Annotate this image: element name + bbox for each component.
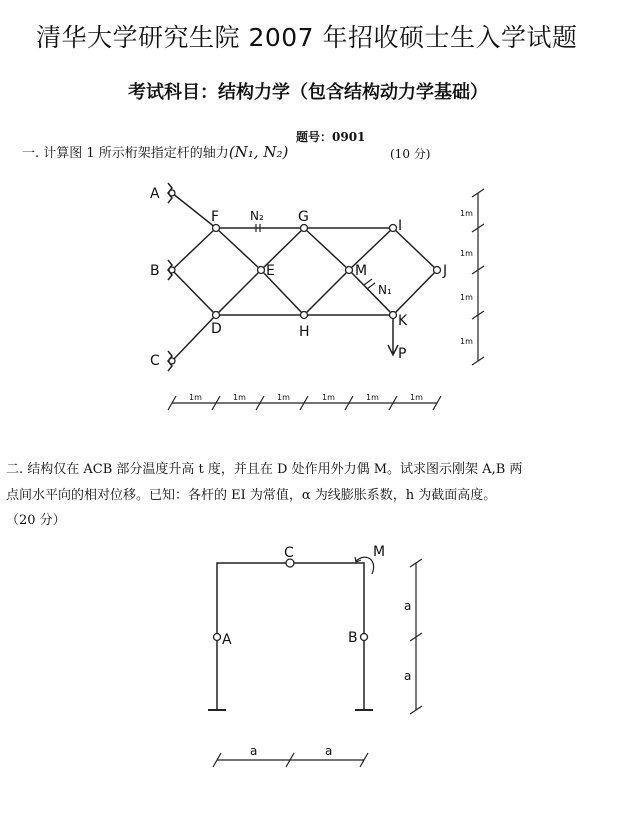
dim-label: a bbox=[404, 599, 412, 613]
truss-diagram bbox=[150, 183, 484, 410]
question-1-points: (10 分) bbox=[390, 147, 431, 161]
question-2-line-2: 点间水平向的相对位移。已知：各杆的 EI 为常值，α 为线膨胀系数，h 为截面高度。 bbox=[6, 488, 497, 503]
node-label-a: A bbox=[150, 186, 160, 202]
node-label-f: F bbox=[211, 209, 220, 225]
node-label-c: C bbox=[150, 353, 160, 369]
node-label-j: J bbox=[443, 263, 448, 279]
frame-label-c: C bbox=[284, 545, 294, 561]
dim-label: a bbox=[404, 669, 412, 683]
frame-diagram bbox=[208, 544, 422, 767]
node-label-m: M bbox=[355, 263, 368, 279]
dim-label: 1m bbox=[460, 249, 473, 258]
dim-label: 1m bbox=[460, 337, 473, 346]
exam-title: 清华大学研究生院 2007 年招收硕士生入学试题 bbox=[36, 23, 578, 52]
question-2-line-1: 二. 结构仅在 ACB 部分温度升高 t 度，并且在 D 处作用外力偶 M。试求图示刚架 A,B 两 bbox=[6, 462, 523, 477]
exam-code: 题号：0901 bbox=[296, 130, 366, 144]
node-label-d: D bbox=[211, 321, 222, 337]
question-1-formula: (N₁, N₂) bbox=[228, 143, 289, 161]
frame-label-b: B bbox=[348, 630, 358, 646]
node-label-e: E bbox=[266, 263, 275, 279]
frame-label-a: A bbox=[222, 632, 232, 648]
question-2-points: （20 分） bbox=[6, 513, 66, 528]
member-label-n2: N₂ bbox=[250, 209, 264, 223]
dim-label: 1m bbox=[233, 393, 246, 402]
exam-subject: 考试科目：结构力学（包含结构动力学基础） bbox=[128, 82, 488, 103]
load-label-p: P bbox=[398, 346, 407, 362]
dim-label: 1m bbox=[410, 393, 423, 402]
dim-label: a bbox=[325, 744, 333, 758]
dim-label: 1m bbox=[322, 393, 335, 402]
node-label-k: K bbox=[398, 313, 408, 329]
question-1-prompt: 一. 计算图 1 所示桁架指定杆的轴力 bbox=[22, 146, 229, 161]
moment-label-m: M bbox=[373, 544, 386, 560]
node-label-h: H bbox=[299, 324, 310, 340]
dim-label: 1m bbox=[277, 393, 290, 402]
dim-label: a bbox=[250, 744, 258, 758]
node-label-b: B bbox=[150, 263, 160, 279]
dim-label: 1m bbox=[460, 293, 473, 302]
node-label-i: I bbox=[398, 218, 403, 234]
dim-label: 1m bbox=[460, 209, 473, 218]
dim-label: 1m bbox=[189, 393, 202, 402]
member-label-n1: N₁ bbox=[378, 283, 392, 297]
node-label-g: G bbox=[298, 209, 309, 225]
dim-label: 1m bbox=[366, 393, 379, 402]
